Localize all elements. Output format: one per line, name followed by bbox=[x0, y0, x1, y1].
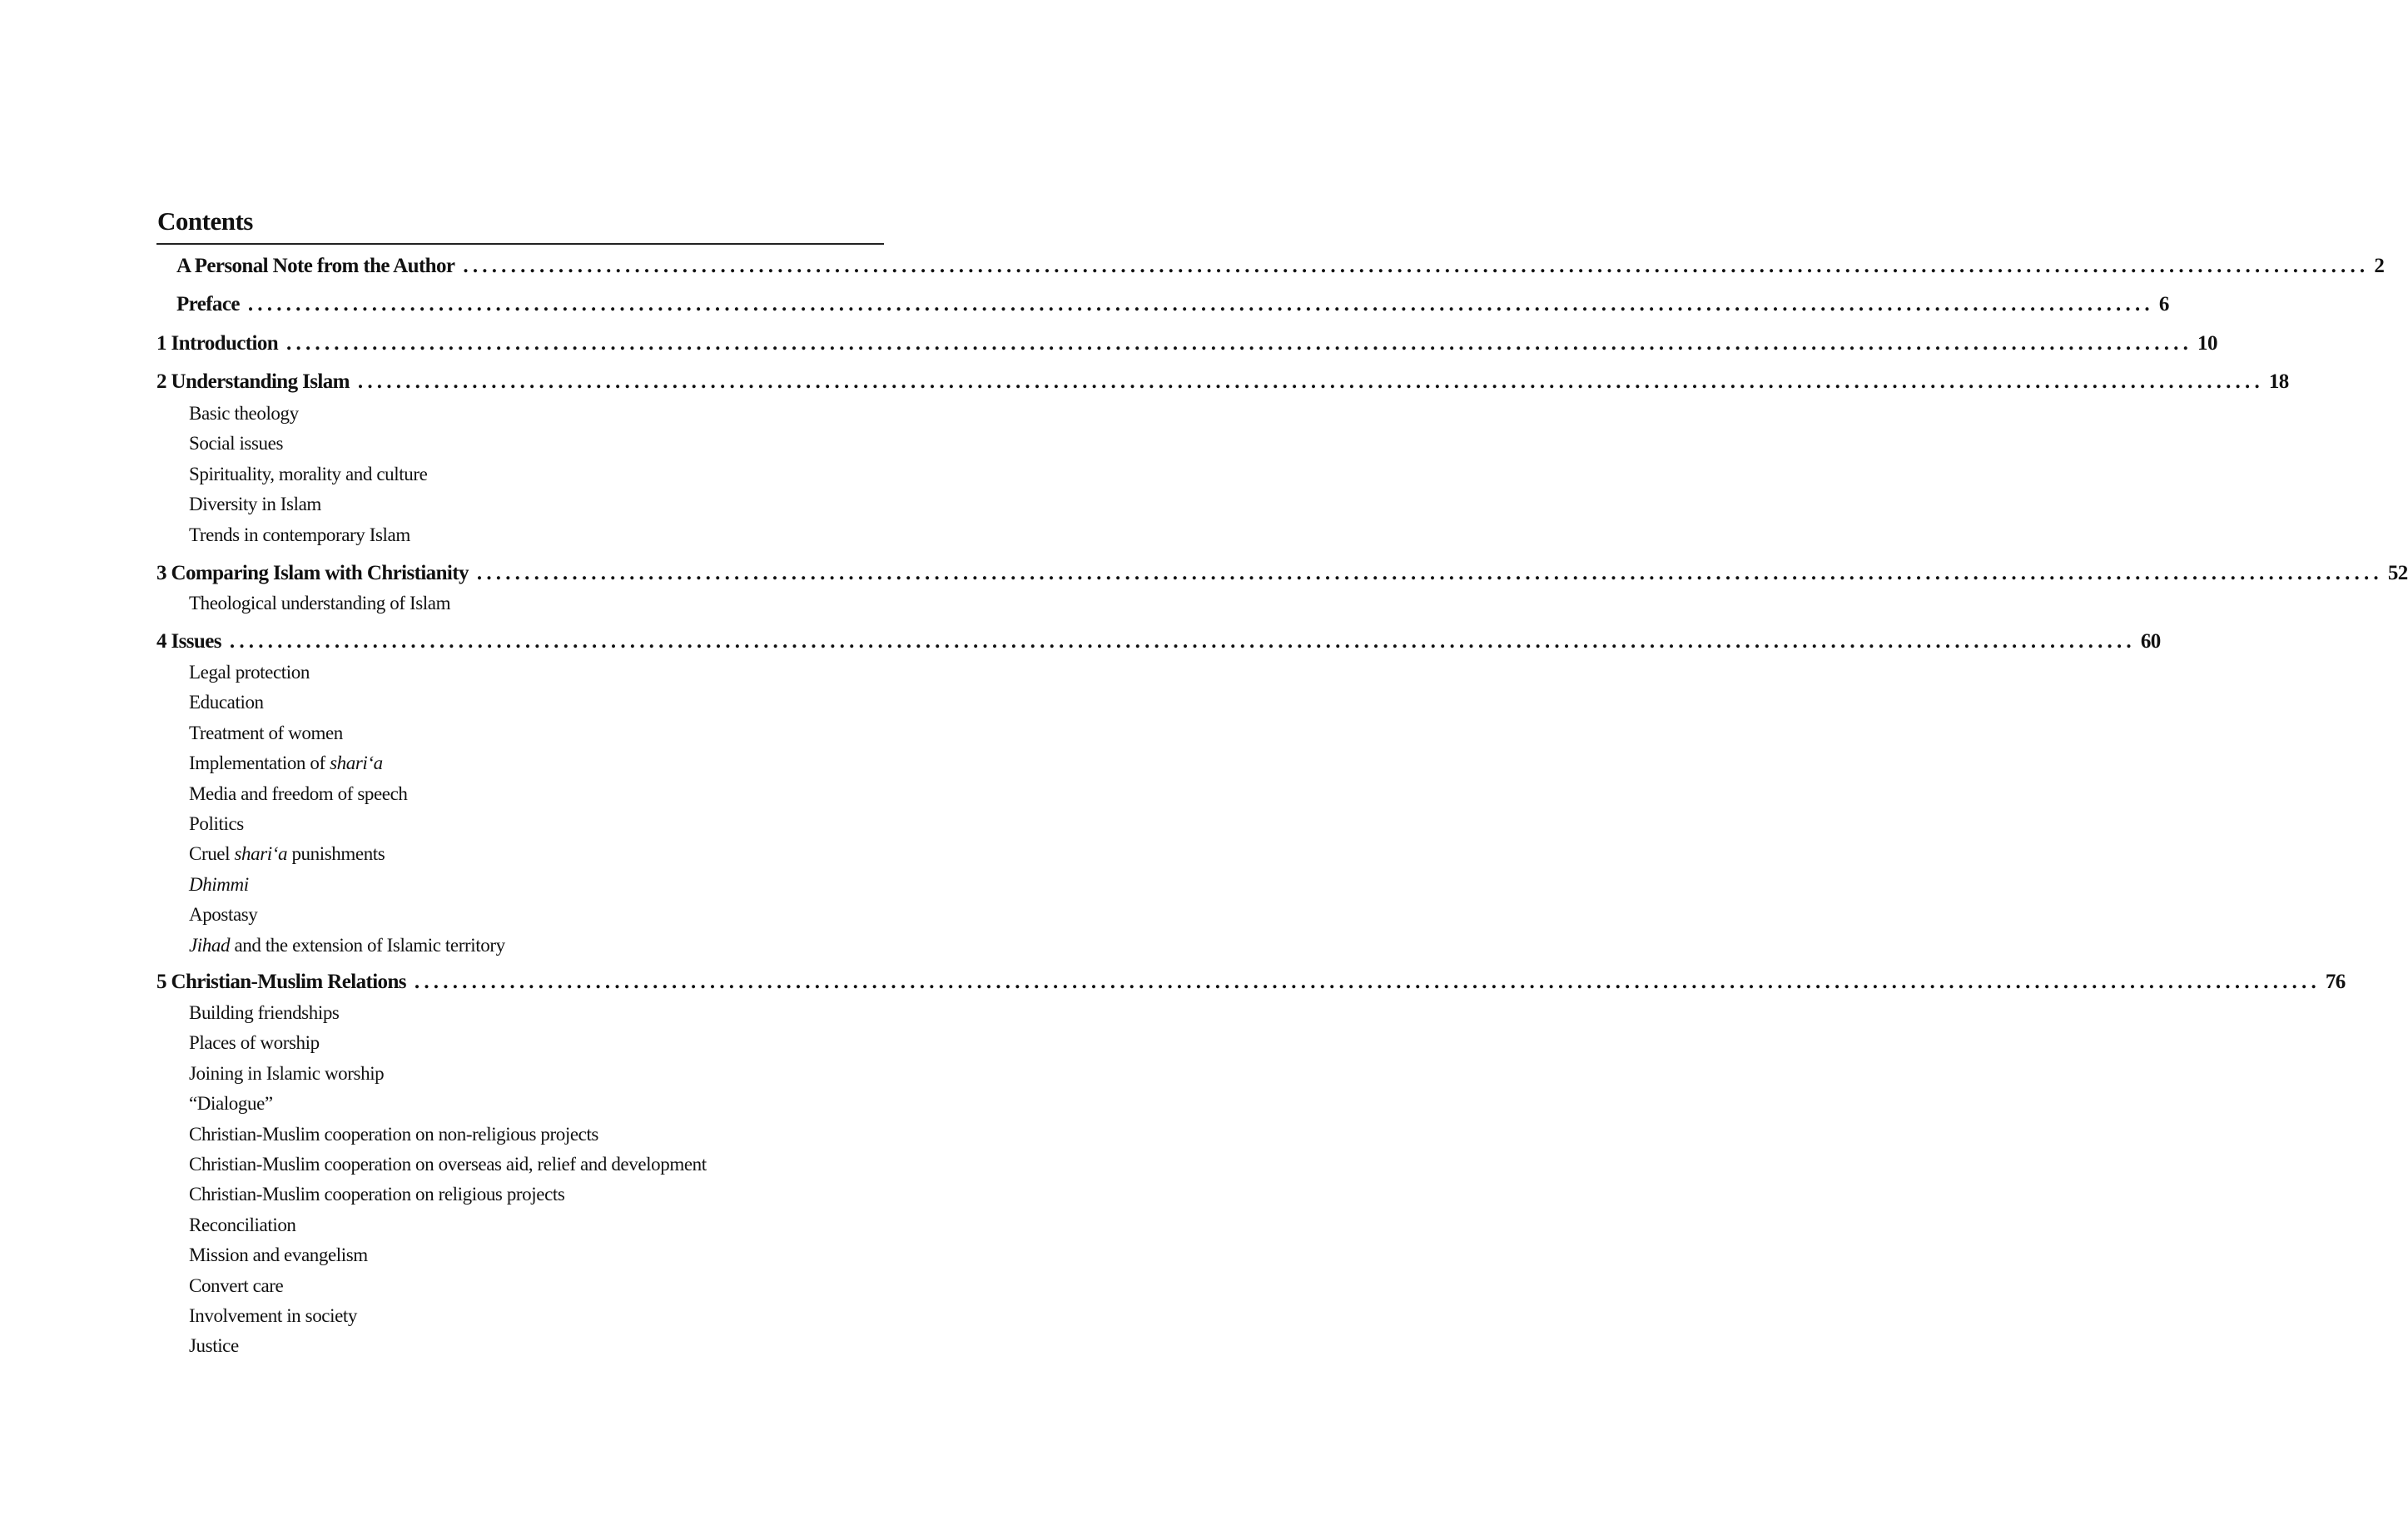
subentry-text: punishments bbox=[287, 843, 385, 865]
toc-subentry[interactable] bbox=[189, 693, 264, 712]
page-title: Contents bbox=[157, 206, 253, 236]
toc-entry[interactable] bbox=[156, 630, 2161, 653]
toc-subentry[interactable] bbox=[189, 844, 385, 863]
italic-term: Dhimmi bbox=[189, 873, 249, 895]
toc-entry[interactable] bbox=[156, 332, 2217, 355]
toc-page-number: 60 bbox=[2140, 630, 2161, 653]
toc-subentry[interactable] bbox=[189, 1064, 384, 1083]
toc-subentry[interactable] bbox=[189, 1003, 339, 1022]
subentry-text: Christian-Muslim cooperation on overseas aid, relief and development bbox=[189, 1154, 707, 1175]
toc-page-number: 76 bbox=[2325, 971, 2346, 993]
subentry-text: Mission and evangelism bbox=[189, 1244, 368, 1266]
toc-subentry[interactable] bbox=[189, 494, 321, 514]
toc-entry-label: 3 Comparing Islam with Christianity bbox=[156, 562, 469, 584]
title-rule bbox=[156, 243, 884, 245]
toc-entry[interactable] bbox=[176, 255, 2385, 277]
toc-subentry[interactable] bbox=[189, 723, 343, 743]
toc-subentry[interactable] bbox=[189, 434, 283, 453]
toc-entry-label: Preface bbox=[176, 293, 240, 315]
subentry-text: and the extension of Islamic territory bbox=[230, 934, 505, 956]
toc-subentry[interactable] bbox=[189, 594, 450, 613]
subentry-text: Justice bbox=[189, 1335, 239, 1357]
subentry-text: Education bbox=[189, 692, 264, 713]
subentry-text: Building friendships bbox=[189, 1002, 340, 1023]
subentry-text: Cruel bbox=[189, 843, 235, 865]
subentry-text: Treatment of women bbox=[189, 722, 343, 743]
subentry-text: “Dialogue” bbox=[189, 1093, 273, 1115]
subentry-text: Joining in Islamic worship bbox=[189, 1062, 385, 1084]
dot-leader: ........................................................................................................................................................................................................ bbox=[286, 332, 2193, 355]
subentry-text: Diversity in Islam bbox=[189, 494, 321, 515]
toc-subentry[interactable] bbox=[189, 814, 244, 833]
toc-subentry[interactable] bbox=[189, 464, 427, 484]
subentry-text: Convert care bbox=[189, 1274, 284, 1296]
toc-subentry[interactable] bbox=[189, 663, 310, 682]
toc-subentry[interactable] bbox=[189, 936, 505, 955]
subentry-text: Christian-Muslim cooperation on non-religious projects bbox=[189, 1123, 598, 1145]
toc-entry[interactable] bbox=[156, 971, 2346, 993]
italic-term: shari‘a bbox=[330, 753, 383, 774]
toc-entry-label: 5 Christian-Muslim Relations bbox=[156, 971, 406, 993]
subentry-text: Legal protection bbox=[189, 662, 310, 683]
toc-entry[interactable] bbox=[176, 293, 2169, 315]
toc-subentry[interactable] bbox=[189, 1276, 283, 1295]
subentry-text: Spirituality, morality and culture bbox=[189, 463, 428, 484]
subentry-text: Reconciliation bbox=[189, 1214, 296, 1235]
toc-page-number: 10 bbox=[2197, 332, 2217, 355]
subentry-text: Christian-Muslim cooperation on religious projects bbox=[189, 1184, 565, 1205]
toc-entry[interactable] bbox=[156, 370, 2289, 393]
subentry-text: Basic theology bbox=[189, 403, 299, 424]
toc-entry-label: 2 Understanding Islam bbox=[156, 370, 350, 393]
toc-subentry[interactable] bbox=[189, 875, 249, 894]
subentry-text: Theological understanding of Islam bbox=[189, 593, 451, 614]
toc-subentry[interactable] bbox=[189, 1306, 357, 1325]
toc-entry-label: 4 Issues bbox=[156, 630, 221, 653]
subentry-text: Places of worship bbox=[189, 1032, 320, 1054]
subentry-text: Trends in contemporary Islam bbox=[189, 524, 410, 545]
toc-subentry[interactable] bbox=[189, 1336, 239, 1355]
italic-term: shari‘a bbox=[234, 843, 288, 865]
dot-leader: ........................................................................................................................................................................................................ bbox=[357, 370, 2264, 393]
toc-subentry[interactable] bbox=[189, 525, 410, 544]
toc-subentry[interactable] bbox=[189, 1215, 296, 1234]
toc-page-number: 52 bbox=[2387, 562, 2408, 584]
toc-subentry[interactable] bbox=[189, 1245, 368, 1264]
toc-subentry[interactable] bbox=[189, 1033, 320, 1052]
toc-entry-label: 1 Introduction bbox=[156, 332, 279, 355]
toc-subentry[interactable] bbox=[189, 784, 408, 803]
toc-entry[interactable] bbox=[156, 562, 2408, 584]
toc-subentry[interactable] bbox=[189, 1185, 564, 1204]
dot-leader: ........................................................................................................................................................................................................ bbox=[229, 630, 2136, 653]
subentry-text: Politics bbox=[189, 813, 244, 834]
toc-subentry[interactable] bbox=[189, 404, 299, 423]
toc-page-number: 6 bbox=[2158, 293, 2169, 315]
dot-leader: ........................................................................................................................................................................................................ bbox=[463, 255, 2370, 277]
dot-leader: ........................................................................................................................................................................................................ bbox=[476, 562, 2383, 584]
toc-page-number: 2 bbox=[2374, 255, 2385, 277]
subentry-text: Involvement in society bbox=[189, 1305, 357, 1326]
toc-entry-label: A Personal Note from the Author bbox=[176, 255, 455, 277]
subentry-text: Apostasy bbox=[189, 904, 258, 926]
toc-subentry[interactable] bbox=[189, 1125, 598, 1144]
subentry-text: Social issues bbox=[189, 433, 283, 455]
subentry-text: Implementation of bbox=[189, 753, 330, 774]
italic-term: Jihad bbox=[189, 934, 231, 956]
toc-subentry[interactable] bbox=[189, 1155, 707, 1174]
toc-subentry[interactable] bbox=[189, 905, 257, 924]
dot-leader: ........................................................................................................................................................................................................ bbox=[414, 971, 2321, 993]
subentry-text: Media and freedom of speech bbox=[189, 782, 408, 804]
toc-page-number: 18 bbox=[2268, 370, 2289, 393]
dot-leader: ........................................................................................................................................................................................................ bbox=[247, 293, 2154, 315]
toc-subentry[interactable] bbox=[189, 753, 383, 772]
toc-subentry[interactable] bbox=[189, 1094, 273, 1113]
